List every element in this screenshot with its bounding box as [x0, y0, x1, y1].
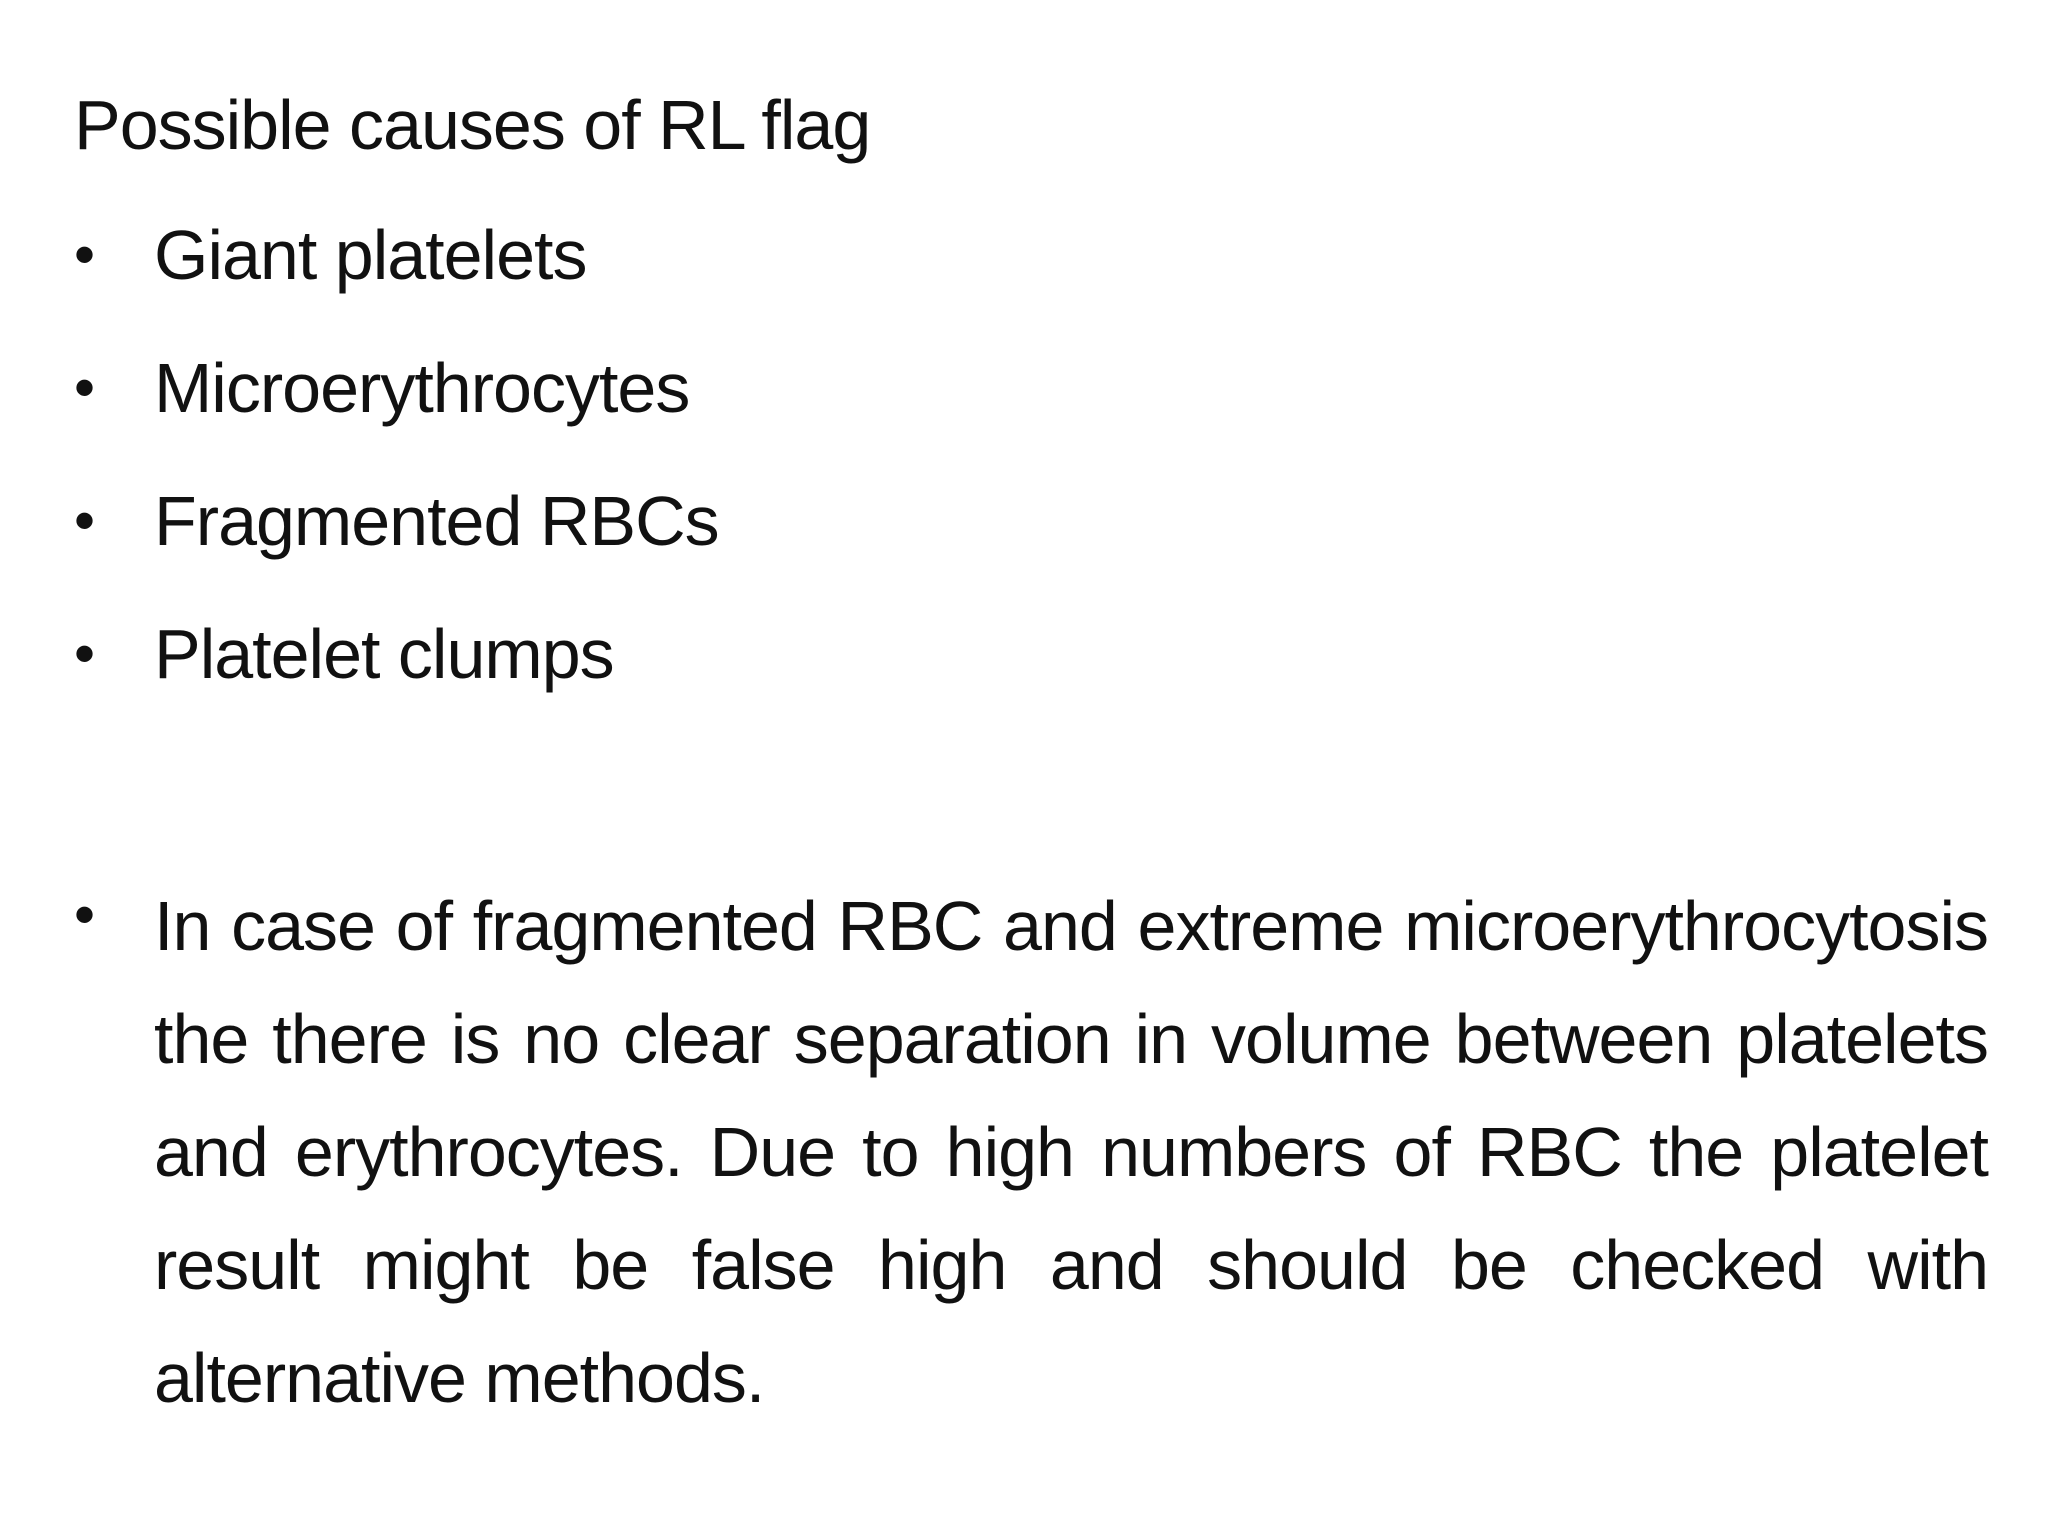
- note-paragraph: In case of fragmented RBC and extreme microerythrocytosis the there is no clear separation in volume between platelets and erythrocytes. Due to high numbers of RBC the platelet result might be false high and should be checked with alternative methods.: [154, 887, 1988, 1417]
- list-item-label: Fragmented RBCs: [154, 482, 719, 560]
- bullet-icon: •: [74, 221, 95, 288]
- list-item-label: Giant platelets: [154, 216, 587, 294]
- slide-heading: Possible causes of RL flag: [74, 86, 871, 164]
- bullet-icon: •: [74, 354, 95, 421]
- bullet-icon: •: [74, 881, 96, 948]
- list-item-label: Microerythrocytes: [154, 349, 690, 427]
- bullet-icon: •: [74, 487, 95, 554]
- bullet-icon: •: [74, 620, 95, 687]
- list-item-label: Platelet clumps: [154, 615, 614, 693]
